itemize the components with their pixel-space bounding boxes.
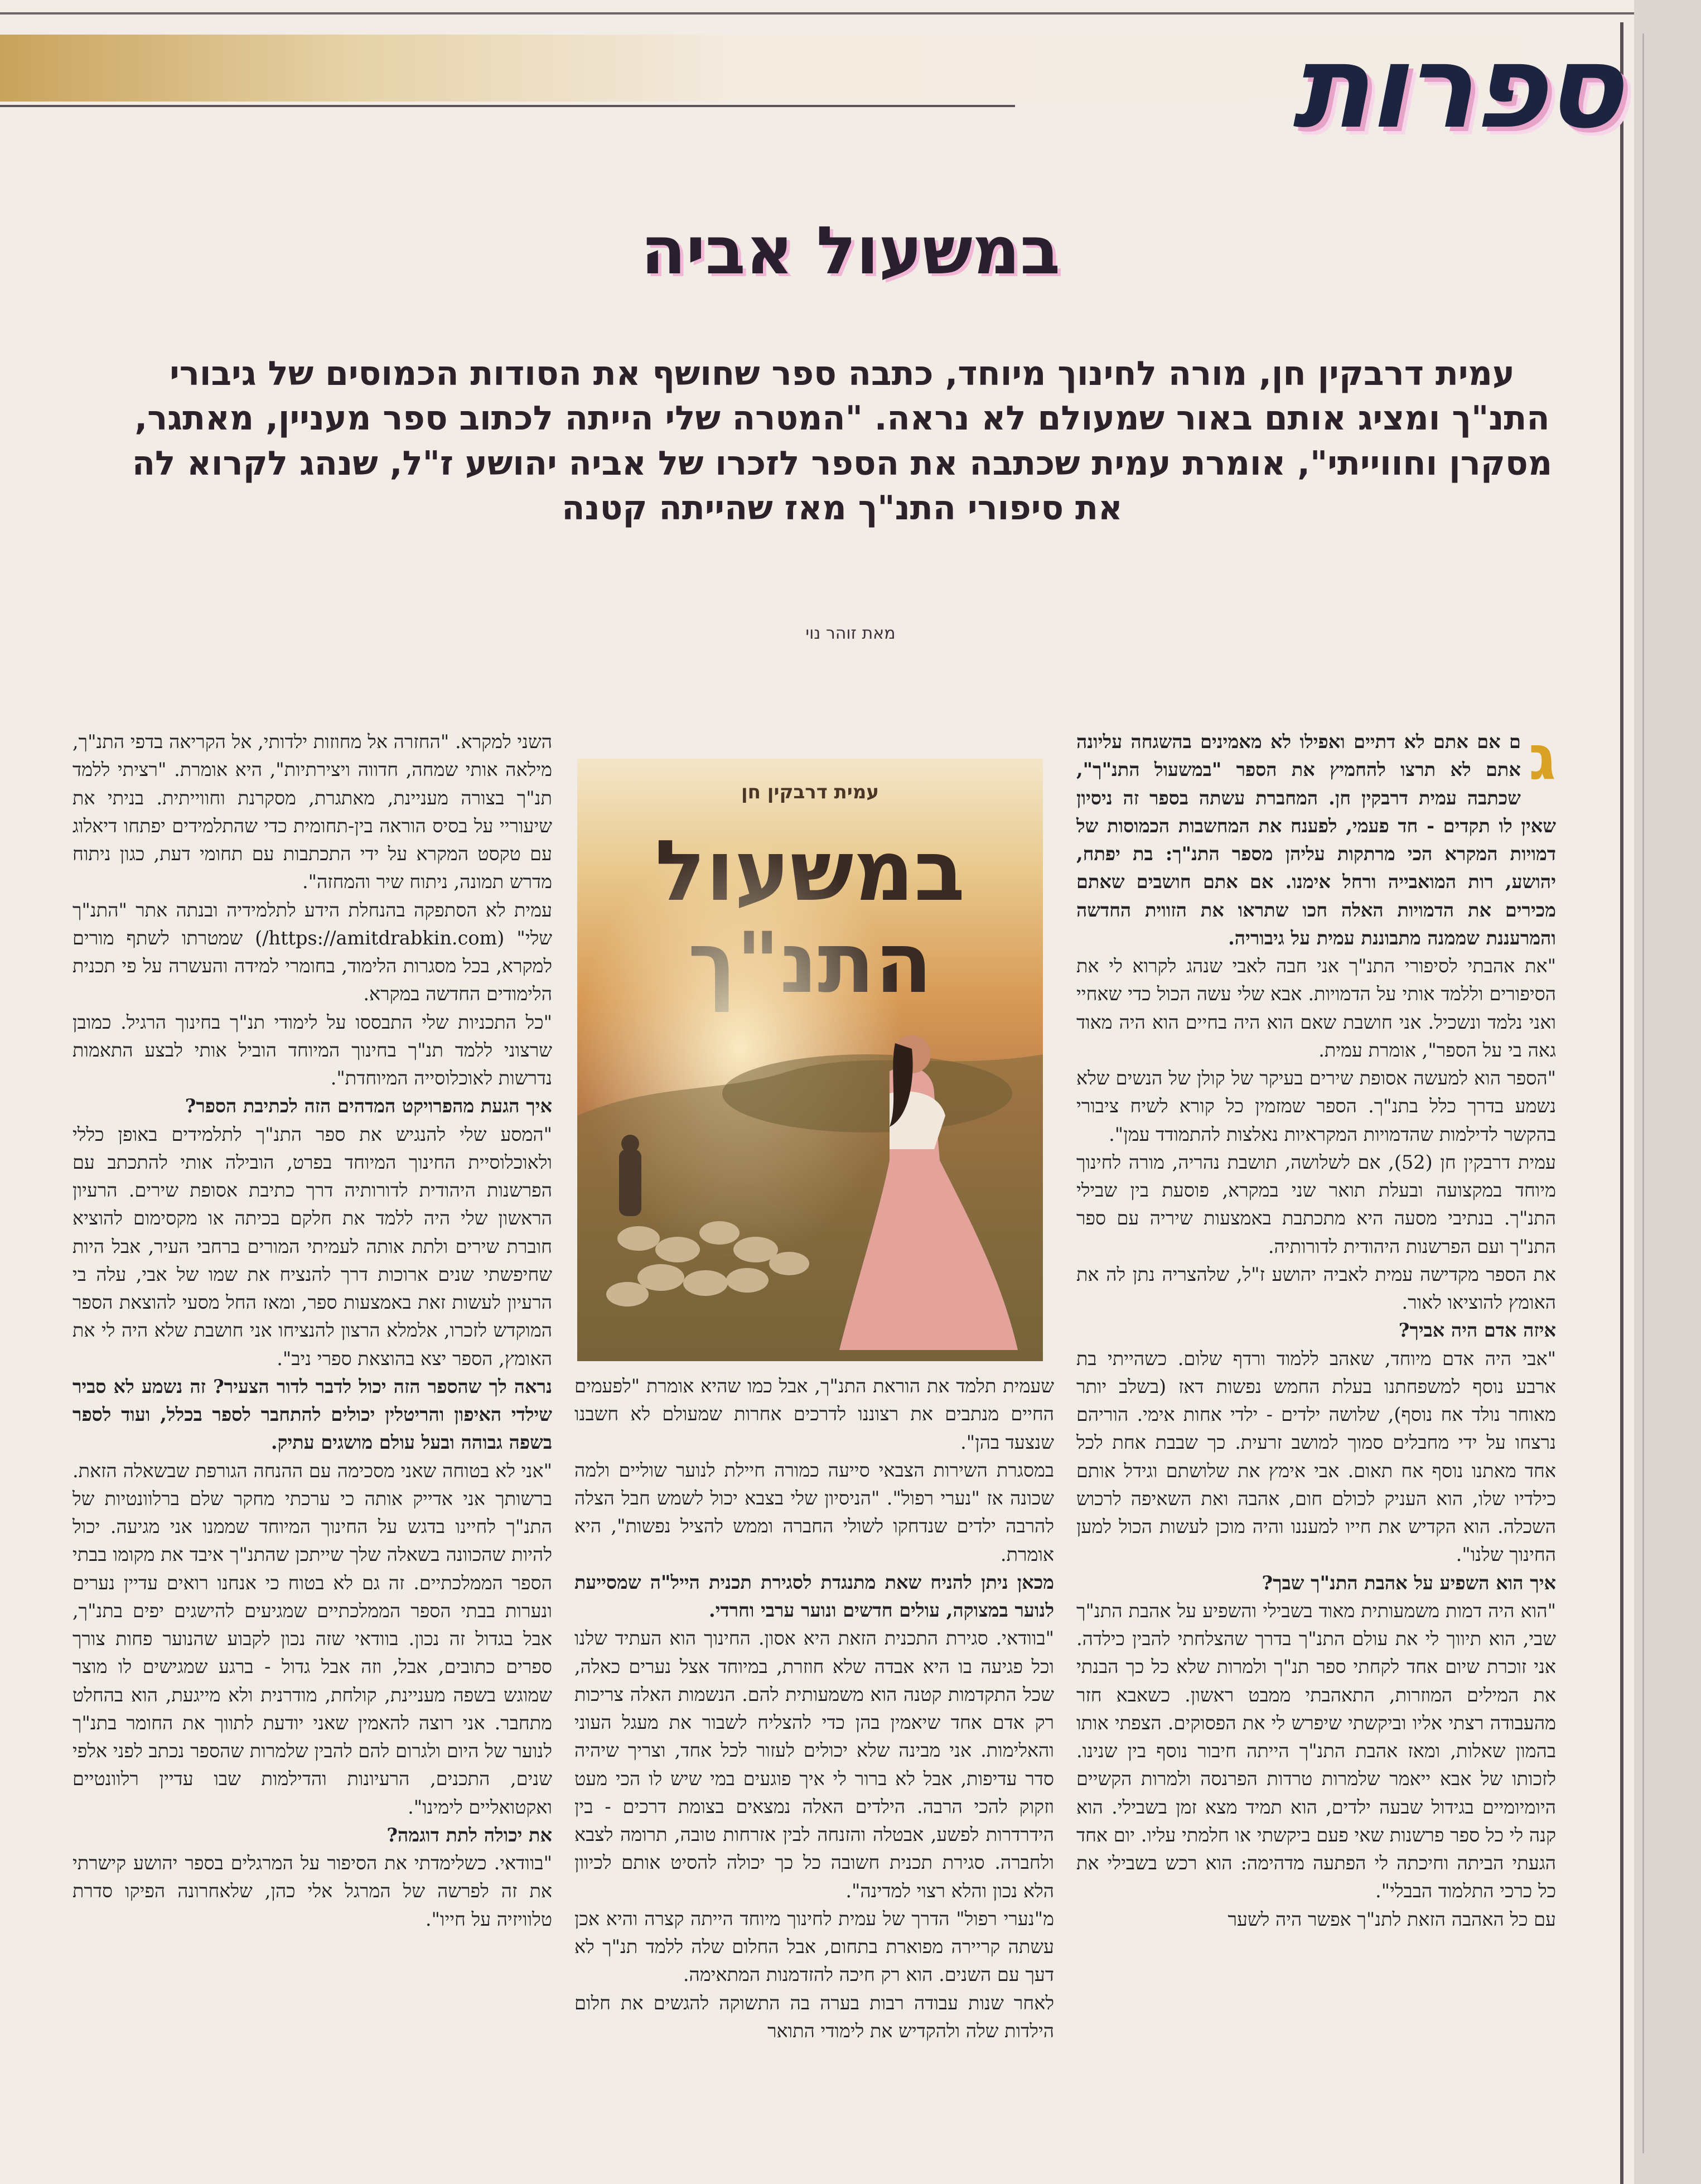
paragraph: "אבי היה אדם מיוחד, שאהב ללמוד ורדף שלום. כשהייתי בת ארבע נוסף למשפחתנו בעלת החמש נפשות דאז (בשלב יותר מאוחר נולד אח נוסף), שלושה ילדים - ילדי אחות אימי. הוריהם נרצחו על ידי מחבלים סמוך למושב זרעית. כך שבבת אחת לכל אחד מאתנו נוסף אח תאום. אבי אימץ את שלושתם וגידל אותם כילדיו שלו, הוא העניק לכולם חום, אהבה ואת השאיפה לרכוש השכלה. הוא הקדיש את חייו למעננו והיה מוכן לעשות הכול למען החינוך שלנו".	[1076, 1347, 1556, 1566]
paragraph: "המסע שלי להנגיש את ספר התנ"ך לתלמידים באופן כללי ולאוכלוסיית החינוך המיוחד בפרט, הובילה אותי להתכתב עם הפרשנות היהודית לדורותיה דרך כתיבת אסופת שירים. הרעיון הראשון שלי היה ללמד את חלקם בכיתה או מקסימום להוציא חוברת שירים ולתת אותה לעמיתי המורים ברחבי העיר, אבל היות שחיפשתי שנים ארוכות דרך להנציח את שמו של אבי, עלה בי הרעיון לעשות זאת באמצעות ספר, ומאז החל מסעי להוצאת הספר המוקדש לזכרו, אלמלא הרצון להנציחו אני חושבת שלא היה לי את האומץ, הספר יצא בהוצאת ספרי ניב".	[73, 1123, 552, 1370]
article-lede: עמית דרבקין חן, מורה לחינוך מיוחד, כתבה ספר שחושף את הסודות הכמוסים של גיבורי התנ"ך ומציג אותם באור שמעולם לא נראה. "המטרה שלי הייתה לכתוב ספר מעניין, מאתגר, מסקרן וחווייתי", אומרת עמית שכתבה את הספר לזכרו של אביה יהושע ז"ל, שנהג לקרוא לה את סיפורי התנ"ך מאז שהייתה קטנה	[132, 354, 1553, 528]
top-rule	[0, 12, 1634, 15]
book-cover-image	[577, 759, 1043, 1361]
interview-question: את יכולה לתת דוגמה?	[386, 1824, 552, 1846]
paragraph: "את אהבתי לסיפורי התנ"ך אני חבה לאבי שנהג לקרוא לי את הסיפורים וללמד אותי על הדמויות. אבא שלי עשה הכול כדי שאחיי ואני נלמד ונשכיל. אני חושבת שאם הוא היה בחיים הוא היה מאוד גאה בי על הספר", אומרת עמית.	[1076, 955, 1556, 1061]
paragraph: "כל התכניות שלי התבססו על לימודי תנ"ך בחינוך הרגיל. כמובן שרצוני ללמד תנ"ך בחינוך המיוחד הוביל אותי לבצע התאמות נדרשות לאוכלוסייה המיוחדת".	[73, 1011, 552, 1089]
adjacent-page-margin	[1642, 33, 1694, 2153]
interview-question: מכאן ניתן להניח שאת מתנגדת לסגירת תכנית הייל"ה שמסייעת לנוער במצוקה, עולים חדשים ונוער ערבי וחרדי.	[574, 1571, 1054, 1621]
section-title: ספרות	[1292, 21, 1620, 154]
paragraph: "בוודאי. סגירת התכנית הזאת היא אסון. החינוך הוא העתיד שלנו וכל פגיעה בו היא אבדה שלא חוזרת, במיוחד אצל נערים כאלה, שכל התקדמות קטנה הוא משמעותית להם. הנשמות האלה צריכות רק אדם אחד שיאמין בהן כדי להצליח לשבור את מעגל העוני והאלימות. אני מבינה שלא יכולים לעזור לכל אחד, וצריך שיהיה סדר עדיפות, אבל לא ברור לי איך פוגעים במי שיש לו הכי מעט וזקוק להכי הרבה. הילדים האלה נמצאים בצומת דרכים - בין הידרדרות לפשע, אבטלה והזנחה לבין אזרחות טובה, תרומה לצבא ולחברה. סגירת תכנית חשובה כל כך יכולה להסיט אותם לכיוון הלא נכון והלא רצוי למדינה".	[574, 1627, 1054, 1902]
article-column-2	[574, 1372, 1054, 2045]
paragraph: עם כל האהבה הזאת לתנ"ך אפשר היה לשער	[1228, 1908, 1556, 1930]
interview-question: איך הוא השפיע על אהבת התנ"ך שבך?	[1262, 1571, 1556, 1594]
paragraph: את הספר מקדישה עמית לאביה יהושע ז"ל, שלהצריה נתן לה את האומץ להוציאו לאור.	[1076, 1263, 1556, 1313]
cover-illustration	[577, 759, 1043, 1361]
article-byline: מאת זוהר נוי	[805, 624, 896, 643]
paragraph: לאחר שנות עבודה רבות בערה בה התשוקה להגשים את חלום הילדות שלה ולהקדיש את לימודי התואר	[574, 1992, 1054, 2042]
column-rule-right	[1620, 22, 1623, 2184]
paragraph: שעמית תלמד את הוראת התנ"ך, אבל כמו שהיא אומרת "לפעמים החיים מנתבים את רצוננו לדרכים אחרות שמעולם לא חשבנו שנצעד בהן".	[574, 1375, 1054, 1453]
article-column-1	[1076, 722, 1557, 1934]
article-headline: במשעול אביה	[640, 212, 1061, 289]
paragraph: השני למקרא. "החזרה אל מחוזות ילדותי, אל הקריאה בדפי התנ"ך, מילאה אותי שמחה, חדווה ויצירתיות", היא אומרת. "רציתי ללמד תנ"ך בצורה מעניינת, מאתגרת, מסקרנת וחווייתית. בניתי את שיעוריי על בסיס הוראה בין-תחומית כדי שהתלמידים יפתחו דיאלוג עם טקסט המקרא על ידי התכתבות עם תחומי דעת, כגון ניתוח מדרש תמונה, ניתוח שיר והמחזה".	[73, 731, 552, 893]
paragraph: עמית לא הסתפקה בהנחלת הידע לתלמידיה ובנתה אתר "התנ"ך שלי" (https://amitdrabkin.com/) שמטרתו לשתף מורים למקרא, בכל מסגרות הלימוד, בחומרי למידה והעשרה על פי תכנית הלימודים החדשה במקרא.	[73, 899, 552, 1005]
paragraph: מ"נערי רפול" הדרך של עמית לחינוך מיוחד הייתה קצרה והיא אכן עשתה קריירה מפוארת בתחום, אבל החלום שלה ללמד תנ"ך לא דעך עם השנים. הוא רק חיכה להזדמנות המתאימה.	[574, 1907, 1054, 1986]
paragraph: "הספר הוא למעשה אסופת שירים בעיקר של קולן של הנשים שלא נשמע בדרך כלל בתנ"ך. הספר שמזמין כל קורא לשיח ציבורי בהקשר לדילמות שהדמויות המקראיות נאלצות להתמודד עמן".	[1076, 1067, 1556, 1145]
interview-question: איך הגעת מהפרויקט המדהים הזה לכתיבת הספר?	[185, 1095, 552, 1117]
section-header-rule	[0, 105, 1015, 107]
intro-paragraph: ג ם אם אתם לא דתיים ואפילו לא מאמינים בהשגחה עליונה אתם לא תרצו להחמיץ את הספר "במשעול התנ"ך", שכתבה עמית דרבקין חן. המחברת עשתה בספר זה ניסיון שאין לו תקדים - חד פעמי, לפענח את המחשבות הכמוסות של דמויות המקרא הכי מרתקות עליהן מספר התנ"ך: בת יפתח, יהושע, רות המואבייה ורחל אימנו. אם אתם חושבים שאתם מכירים את הדמויות האלה חכו שתראו את הזווית החדשה והמרעננת שממנה מתבוננת עמית על גיבוריה.	[1076, 722, 1556, 949]
interview-question: איזה אדם היה אביך?	[1398, 1319, 1556, 1342]
paragraph: "בוודאי. כשלימדתי את הסיפור על המרגלים בספר יהושע קישרתי את זה לפרשה של המרגל אלי כהן, שלאחרונה הפיקו סדרת טלוויזיה על חייו".	[73, 1852, 552, 1930]
paragraph: במסגרת השירות הצבאי סייעה כמורה חיילת לנוער שוליים ולמה שכונה אז "נערי רפול". "הניסיון שלי בצבא יכול לשמש חבל הצלה להרבה ילדים שנדחקו לשולי החברה וממש להציל נפשות", היא אומרת.	[574, 1459, 1054, 1565]
paragraph: "הוא היה דמות משמעותית מאוד בשבילי והשפיע על אהבת התנ"ך שבי, הוא תיווך לי את עולם התנ"ך בדרך שהצלחתי להבין כילדה. אני זוכרת שיום אחד לקחתי ספר תנ"ך ולמרות שלא כל כך הבנתי את המילים המוזרות, התאהבתי ממבט ראשון. כשאבא חזר מהעבודה רצתי אליו וביקשתי שיפרש לי את הפסוקים. הצפתי אותו בהמון שאלות, ומאז אהבת התנ"ך הייתה חיבור נוסף בין שנינו. לזכותו של אבא ייאמר שלמרות טרדות הפרנסה ולמרות הקשיים היומיומיים בגידול שבעה ילדים, הוא תמיד מצא זמן בשבילי. הוא קנה לי כל ספר פרשנות שאי פעם ביקשתי או חלמתי עליו. יום אחד הגעתי הביתה וחיכתה לי הפתעה מדהימה: הוא רכש בשבילי את כל כרכי התלמוד הבבלי".	[1076, 1599, 1556, 1902]
interview-question: נראה לך שהספר הזה יכול לדבר לדור הצעיר? זה נשמע לא סביר שילדי האיפון והריטלין יכולים להתחבר לספר בכלל, ועוד לספר בשפה גבוהה ובעל עולם מושגים עתיק.	[73, 1375, 552, 1454]
paragraph: עמית דרבקין חן (52), אם לשלושה, תושבת נהריה, מורה לחינוך מיוחד במקצועה ובעלת תואר שני במקרא, פוסעת בין שבילי התנ"ך. בנתיבי מסעה היא מתכתבת באמצעות שיריה עם ספר התנ"ך ועם הפרשנות היהודית לדורותיה.	[1076, 1151, 1557, 1257]
drop-cap: ג	[1528, 722, 1556, 793]
paragraph: "אני לא בטוחה שאני מסכימה עם ההנחה הגורפת שבשאלה הזאת. ברשותך אני אדייק אותה כי ערכתי מחקר שלם ברלוונטיות של התנ"ך לחיינו בדגש על החינוך המיוחד שממנו אני מגיעה. יכול להיות שהכוונה בשאלה שלך שייתכן שהתנ"ך איבד את מקומו בבתי הספר הממלכתיים. זה גם לא בטוח כי אנחנו רואים עדיין נערים ונערות בבתי הספר הממלכתיים שמגיעים להישגים יפים בתנ"ך, אבל בגדול זה נכון. בוודאי שזה נכון לקבוע שהנוער פחות צורך ספרים כתובים, אבל, וזה אבל גדול - ברגע שמגישים לו מוצר שמוגש בשפה מעניינת, קולחת, מודרנית ולא מייגעת, הוא בהחלט מתחבר. אני רוצה להאמין שאני יודעת לתווך את החומר בתנ"ך לנוער של היום ולגרום להם להבין שלמרות שהספר נכתב לפני אלפי שנים, התכנים, הרעיונות והדילמות שבו עדיין רלוונטיים ואקטואליים לימינו".	[73, 1459, 552, 1818]
article-column-3	[73, 728, 552, 1934]
